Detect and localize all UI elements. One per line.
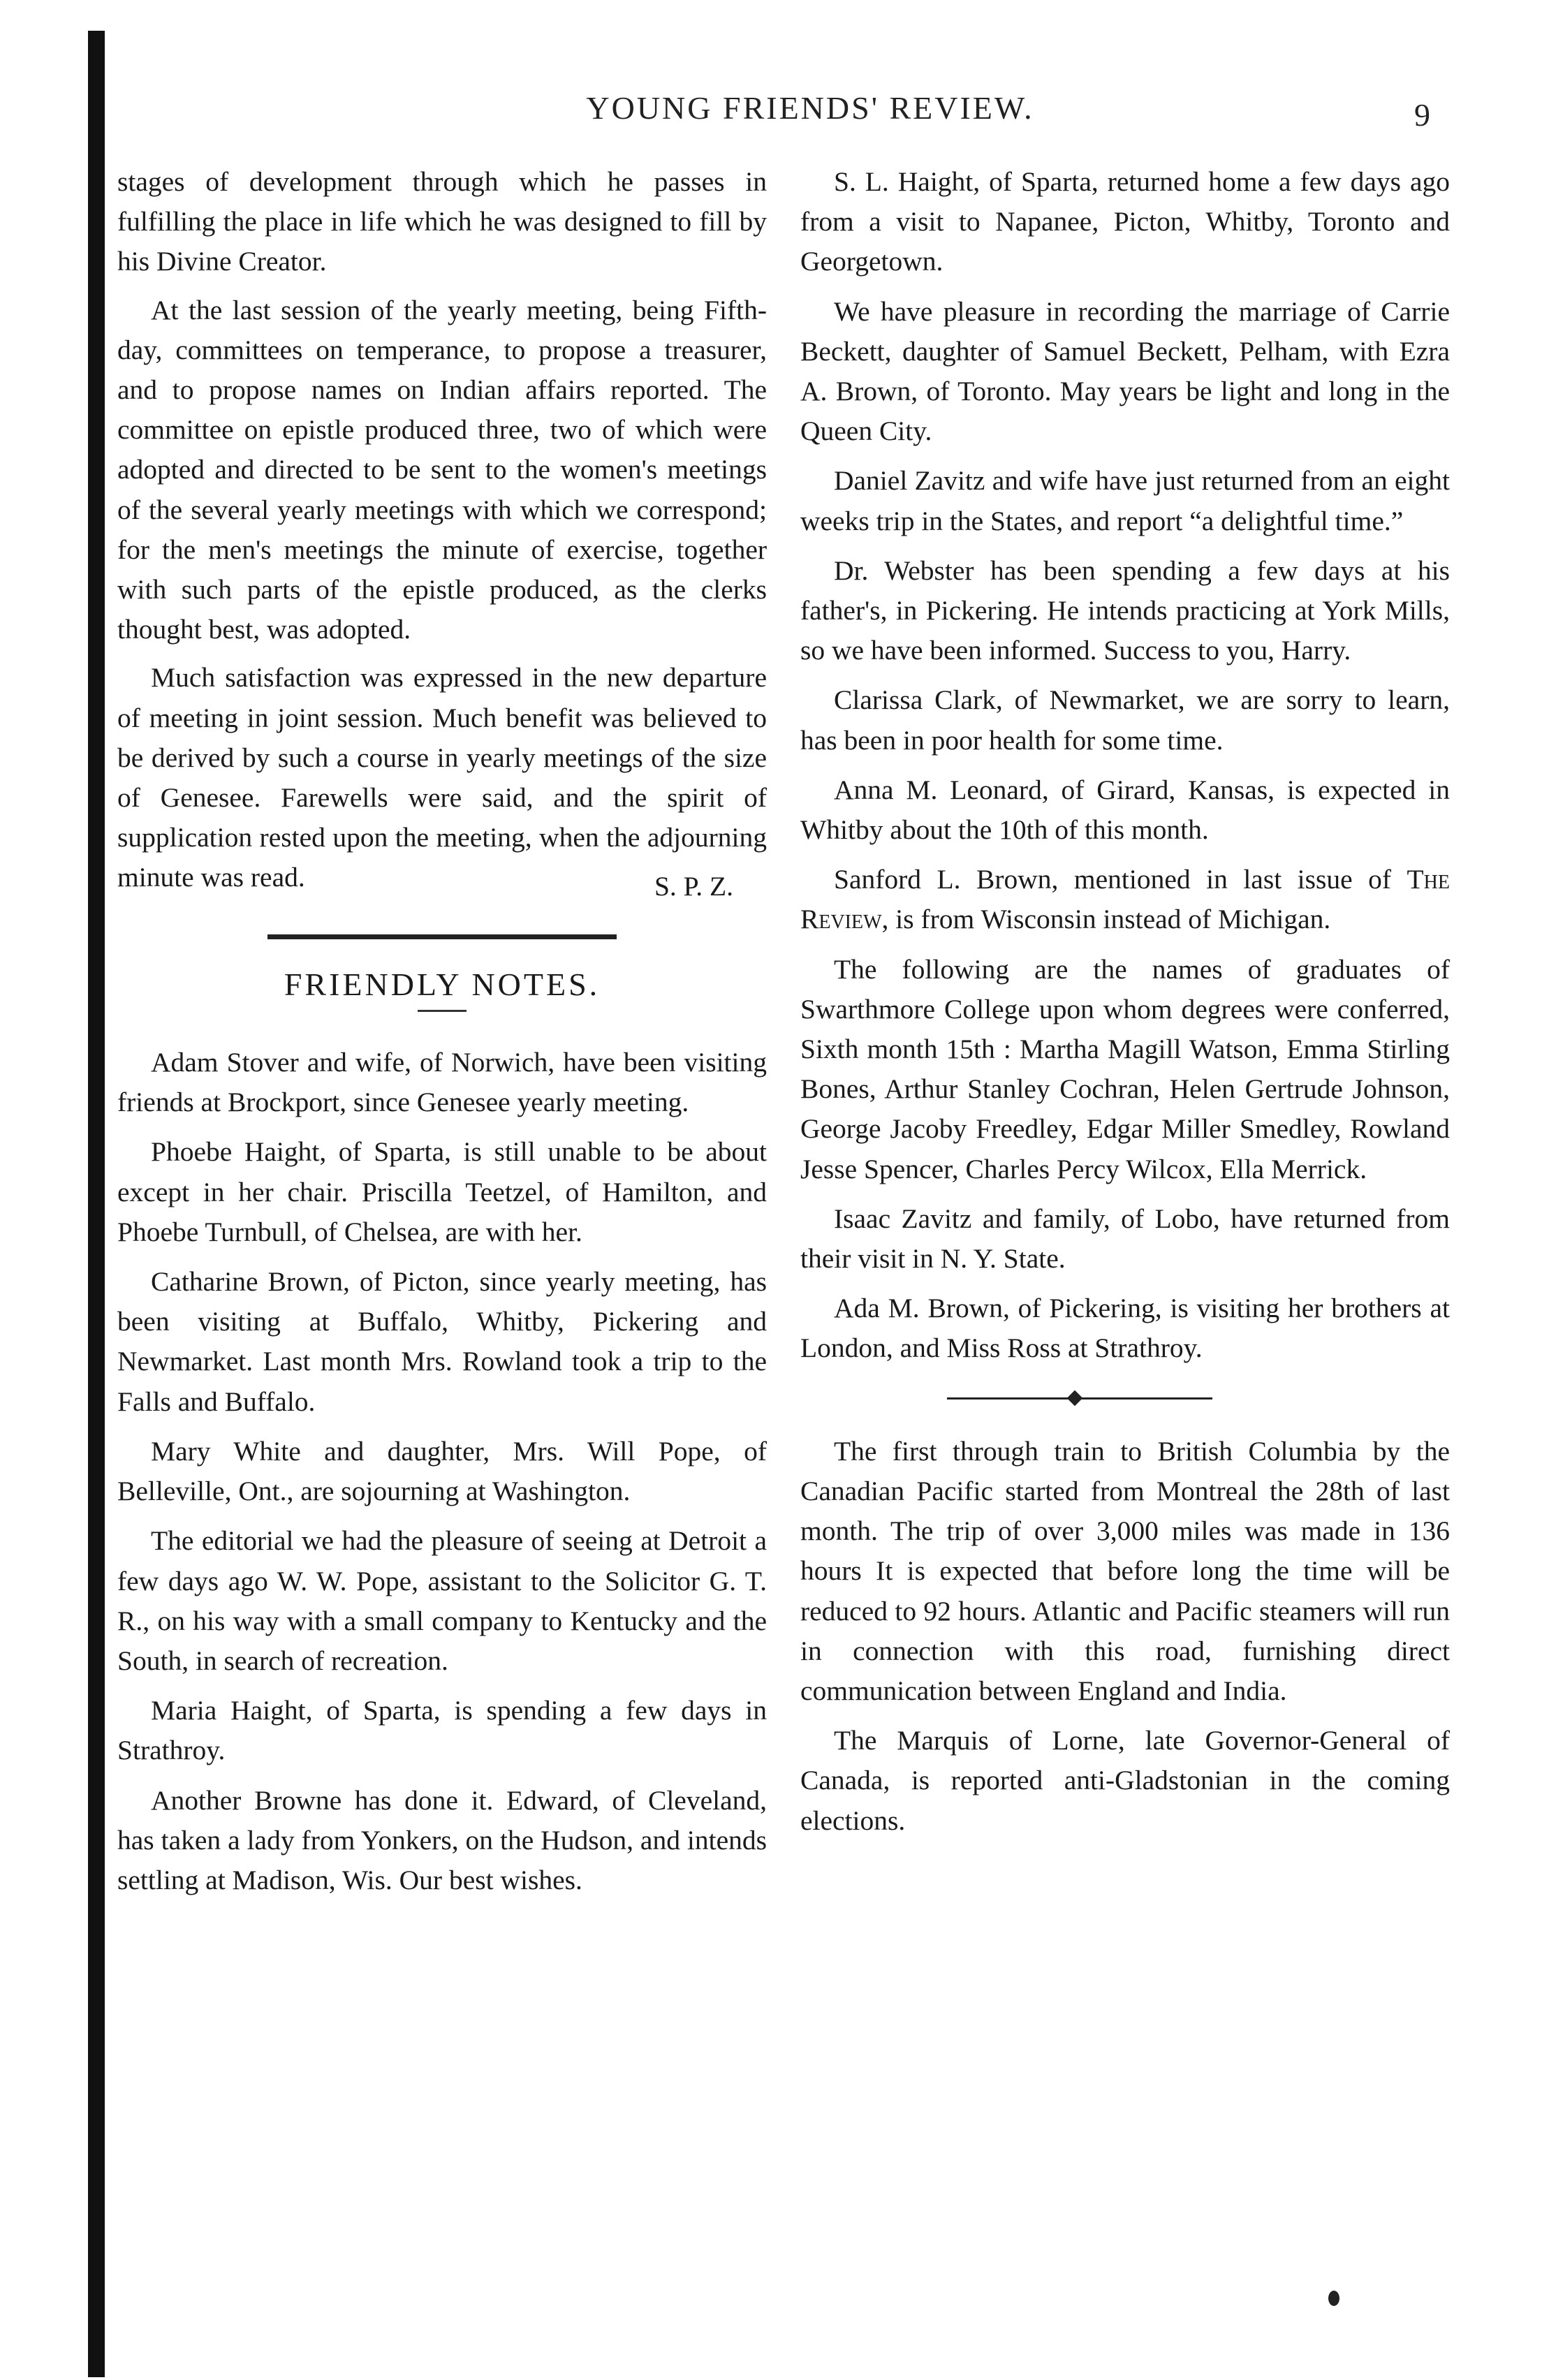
note-item: S. L. Haight, of Sparta, returned home a few days ago from a visit to Napanee, Picton, Whitby, Toronto and Georgetown. [800, 166, 1450, 277]
article-paragraph: Much satisfaction was expressed in the new departure of meeting in joint session. Much benefit was believed to be derived by such a course in yearly meetings of the size of Genesee. Farewells were said, and the spirit of supplication rested upon the meeting, when the adjourning minute was read. [117, 662, 767, 893]
note-item: Mary White and daughter, Mrs. Will Pope, of Belleville, Ont., are sojourning at Washington. [117, 1435, 767, 1507]
article-paragraph: stages of development through which he passes in fulfilling the place in life which he was designed to fill by his Divine Creator. [117, 166, 767, 277]
note-item: The following are the names of graduates of Swarthmore College upon whom degrees were conferred, Sixth month 15th : Martha Magill Watson, Emma Stirling Bones, Arthur Stanley Cochran, Helen Gertrude Johnson, George Jacoby Freedley, Edgar Miller Smedley, Rowland Jesse Spencer, Charles Percy Wilcox, Ella Merrick. [800, 953, 1450, 1184]
title-rule [418, 1010, 467, 1012]
signature-text: S. P. Z. [654, 870, 733, 902]
section-divider [267, 934, 617, 939]
note-item: Another Browne has done it. Edward, of Cleveland, has taken a lady from Yonkers, on the Hudson, and intends settling at Madison, Wis. Our best wishes. [117, 1784, 767, 1895]
note-text: , is from Wisconsin instead of Michigan. [881, 904, 1331, 935]
left-column [117, 162, 767, 1910]
note-text: Sanford L. Brown, mentioned in last issue of [834, 864, 1407, 895]
note-item: Maria Haight, of Sparta, is spending a few days in Strathroy. [117, 1695, 767, 1766]
section-title: FRIENDLY NOTES. [284, 966, 601, 1002]
running-head: YOUNG FRIENDS' REVIEW. [586, 90, 1034, 126]
note-item: Daniel Zavitz and wife have just returned from an eight weeks trip in the States, and report “a delightful time.” [800, 465, 1450, 536]
ornamental-divider [800, 1393, 1450, 1404]
scan-edge [88, 31, 105, 2377]
note-item: Dr. Webster has been spending a few days at his father's, in Pickering. He intends practicing at York Mills, so we have been informed. Success to you, Harry. [800, 554, 1450, 666]
right-column [800, 162, 1450, 1851]
note-item: Ada M. Brown, of Pickering, is visiting her brothers at London, and Miss Ross at Strathroy. [800, 1293, 1450, 1364]
publication-name: The Review [800, 864, 1450, 935]
note-item: Adam Stover and wife, of Norwich, have been visiting friends at Brockport, since Genesee yearly meeting. [117, 1047, 767, 1118]
ink-mark [1328, 2291, 1339, 2306]
note-item: Catharine Brown, of Picton, since yearly meeting, has been visiting at Buffalo, Whitby, Pickering and Newmarket. Last month Mrs. Rowland took a trip to the Falls and Buffalo. [117, 1266, 767, 1417]
page-number: 9 [1414, 97, 1430, 133]
page-header [112, 82, 1508, 138]
note-item: Anna M. Leonard, of Girard, Kansas, is expected in Whitby about the 10th of this month. [800, 774, 1450, 846]
news-item: The Marquis of Lorne, late Governor-General of Canada, is reported anti-Gladstonian in the coming elections. [800, 1725, 1450, 1836]
news-item: The first through train to British Columbia by the Canadian Pacific started from Montreal the 28th of last month. The trip of over 3,000 miles was made in 136 hours It is expected that before long the time will be reduced to 92 hours. Atlantic and Pacific steamers will run in connection with this road, furnishing direct communication between England and India. [800, 1435, 1450, 1706]
note-item: Isaac Zavitz and family, of Lobo, have returned from their visit in N. Y. State. [800, 1203, 1450, 1275]
note-item: Clarissa Clark, of Newmarket, we are sorry to learn, has been in poor health for some time. [800, 684, 1450, 756]
note-item: Phoebe Haight, of Sparta, is still unable to be about except in her chair. Priscilla Teetzel, of Hamilton, and Phoebe Turnbull, of Chelsea, are with her. [117, 1136, 767, 1247]
note-item [800, 860, 1450, 939]
article-paragraph: At the last session of the yearly meeting, being Fifth-day, committees on temperance, to propose a treasurer, and to propose names on Indian affairs reported. The committee on epistle produced three, two of which were adopted and directed to be sent to the women's meetings of the several yearly meetings with which we correspond; for the men's meetings the minute of exercise, together with such parts of the epistle produced, as the clerks thought best, was adopted. [117, 294, 767, 645]
note-item: We have pleasure in recording the marriage of Carrie Beckett, daughter of Samuel Beckett, Pelham, with Ezra A. Brown, of Toronto. May years be light and long in the Queen City. [800, 295, 1450, 447]
diamond-ornament [1067, 1390, 1083, 1406]
note-item: The editorial we had the pleasure of seeing at Detroit a few days ago W. W. Pope, assistant to the Solicitor G. T. R., on his way with a small company to Kentucky and the South, in search of recreation. [117, 1525, 767, 1676]
